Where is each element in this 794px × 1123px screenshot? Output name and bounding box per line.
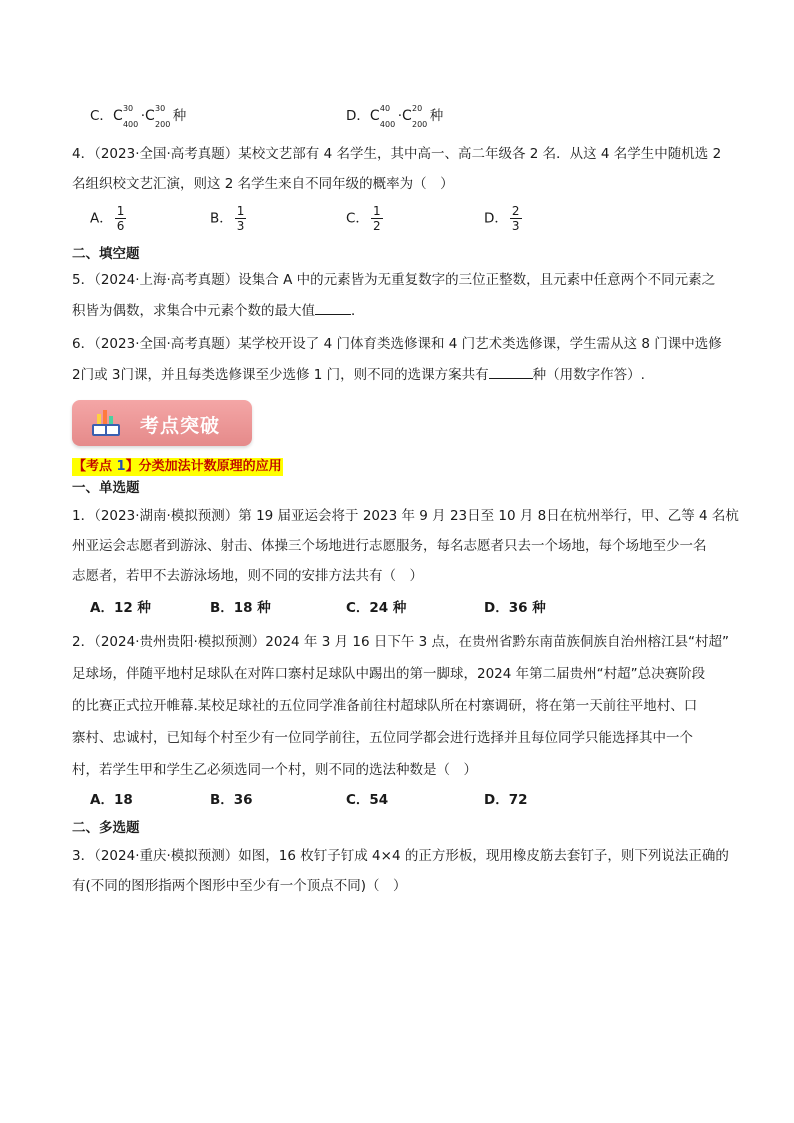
problem-2-line-2: 足球场，伴随平地村足球队在对阵口寨村足球队中踢出的第一脚球，2024 年第二届贵州“村超”总决赛阶段 [72, 666, 706, 682]
combination-expr: C 20 200 [401, 104, 428, 129]
section-heading-multi: 二、多选题 [72, 820, 140, 836]
option-b: B．36 [210, 792, 253, 808]
problem-2-line-1: 2．（2024·贵州贵阳·模拟预测）2024 年 3 月 16 日下午 3 点，在贵州省黔东南苗族侗族自治州榕江县“村超” [72, 634, 730, 650]
question-5-line-2: 积皆为偶数，求集合中元素个数的最大值 ． [72, 300, 724, 321]
option-label: D． [346, 108, 370, 124]
fraction: $\frac{1}{3}$ [236, 204, 245, 233]
question-4-line-1: 4．（2023·全国·高考真题）某校文艺部有 4 名学生，其中高一、高二年级各 2 名．从这 4 名学生中随机选 2 [72, 146, 722, 162]
combination-expr: C 30 400 [112, 104, 139, 129]
option-a: A． $\frac{1}{6}$ [90, 204, 125, 233]
problem-1-line-3: 志愿者，若甲不去游泳场地，则不同的安排方法共有（ ） [72, 568, 423, 584]
option-b: B．18 种 [210, 600, 271, 616]
option-a: A．12 种 [90, 600, 151, 616]
option-d: D． $\frac{2}{3}$ [484, 204, 520, 233]
option-label: C． [90, 108, 113, 124]
question-6-line-2: 2门或 3门课，并且每类选修课至少选修 1 门，则不同的选课方案共有 种（用数字作答）. [72, 364, 724, 385]
book-chart-icon [90, 408, 122, 438]
option-c: C．24 种 [346, 600, 407, 616]
answer-blank[interactable] [489, 364, 533, 379]
fraction: $\frac{2}{3}$ [511, 204, 520, 233]
problem-1-line-2: 州亚运会志愿者到游泳、射击、体操三个场地进行志愿服务，每名志愿者只去一个场地，每个场地至少一名 [72, 538, 707, 554]
question-4-line-2: 名组织校文艺汇演，则这 2 名学生来自不同年级的概率为（ ） [72, 176, 454, 192]
problem-2-line-4: 寨村、忠诚村，已知每个村至少有一位同学前往，五位同学都会进行选择并且每位同学只能选择其中一个 [72, 730, 693, 746]
option-d: D．C 40 400 ·C 20 200 种 [346, 104, 444, 129]
problem-2-line-3: 的比赛正式拉开帷幕.某校足球社的五位同学准备前往村超球队所在村寨调研，将在第一天前往平地村、口 [72, 698, 698, 714]
answer-blank[interactable] [315, 300, 351, 315]
fraction: $\frac{1}{2}$ [372, 204, 381, 233]
problem-3-line-1: 3．（2024·重庆·模拟预测）如图，16 枚钉子钉成 4×4 的正方形板，现用橡皮筋去套钉子，则下列说法正确的 [72, 848, 729, 864]
problem-2-line-5: 村，若学生甲和学生乙必须选同一个村，则不同的选法种数是（ ） [72, 762, 477, 778]
option-c: C． $\frac{1}{2}$ [346, 204, 381, 233]
section-heading-single: 一、单选题 [72, 480, 140, 496]
section-heading-fill: 二、填空题 [72, 246, 140, 262]
combination-expr: C 40 400 [369, 104, 396, 129]
option-c: C．C 30 400 ·C 30 200 种 [90, 104, 187, 129]
problem-3-line-2: 有(不同的图形指两个图形中至少有一个顶点不同)（ ） [72, 878, 407, 894]
question-5-line-1: 5．（2024·上海·高考真题）设集合 A 中的元素皆为无重复数字的三位正整数，且元素中任意两个不同元素之 [72, 272, 716, 288]
banner-title: 考点突破 [140, 415, 221, 437]
option-d: D．72 [484, 792, 528, 808]
option-d: D．36 种 [484, 600, 546, 616]
option-a: A．18 [90, 792, 133, 808]
section-banner [72, 400, 252, 446]
problem-1-line-1: 1．（2023·湖南·模拟预测）第 19 届亚运会将于 2023 年 9 月 23日至 10 月 8日在杭州举行，甲、乙等 4 名杭 [72, 508, 739, 524]
topic-tag: 【考点 1】分类加法计数原理的应用 [73, 459, 282, 474]
question-6-line-1: 6．（2023·全国·高考真题）某学校开设了 4 门体育类选修课和 4 门艺术类选修课，学生需从这 8 门课中选修 [72, 336, 722, 352]
combination-expr: C 30 200 [145, 104, 171, 129]
option-c: C．54 [346, 792, 389, 808]
option-b: B． $\frac{1}{3}$ [210, 204, 245, 233]
fraction: $\frac{1}{6}$ [116, 204, 125, 233]
